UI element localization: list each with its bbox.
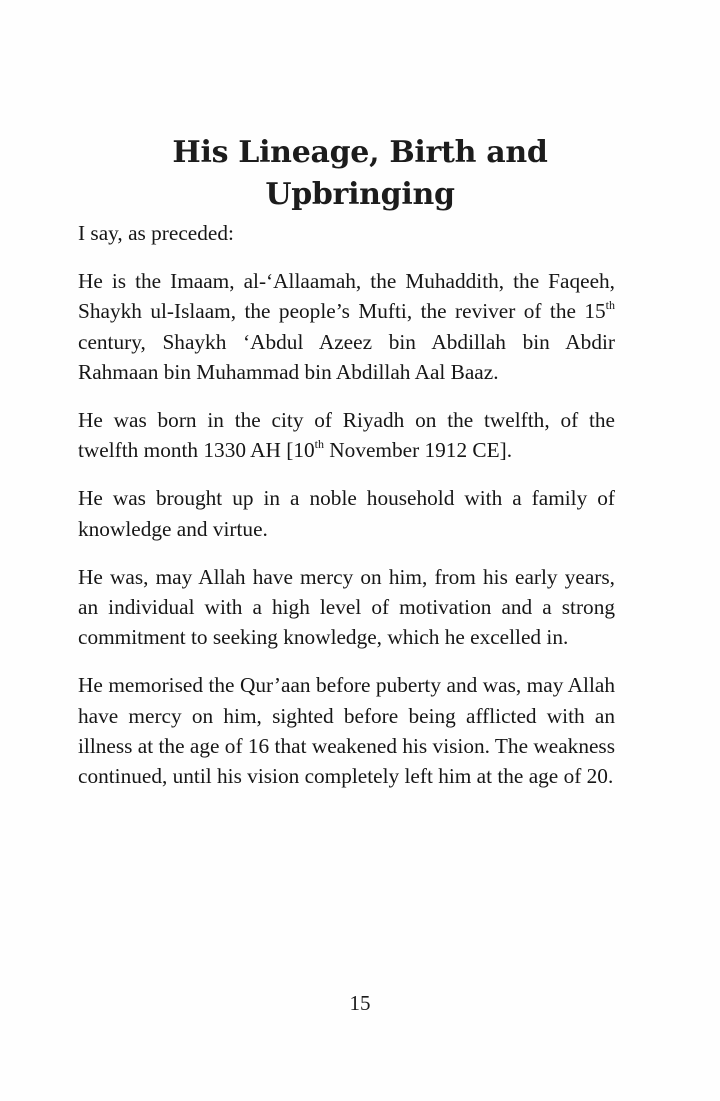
paragraph-intro: I say, as preceded: — [78, 221, 234, 245]
ordinal-suffix: th — [605, 298, 615, 313]
paragraph-lineage — [78, 266, 615, 387]
chapter-title-line-1: His Lineage, Birth and — [172, 135, 548, 171]
ordinal-suffix: th — [314, 437, 324, 452]
paragraph-vision: He memorised the Qur’aan before puberty and was, may Allah have mercy on him, sighted before being afflicted with an illness at the age of 16 that weakened his vision. The weakness continued, until his vision completely left him at the age of 20. — [78, 673, 615, 789]
paragraph-lineage-text-a: He is the Imaam, al-‘Allaamah, the Muhaddith, the Faqeeh, Shaykh ul-Islaam, the people’s Mufti, the reviver of the 15 — [78, 269, 615, 324]
chapter-title — [0, 132, 720, 216]
paragraph-lineage-text-b: century, Shaykh ‘Abdul Azeez bin Abdillah bin Abdir Rahmaan bin Muhammad bin Abdillah Aal Baaz. — [78, 329, 615, 384]
paragraph-upbringing: He was brought up in a noble household with a family of knowledge and virtue. — [78, 486, 615, 541]
paragraph-birth — [78, 405, 615, 465]
paragraph-motivation: He was, may Allah have mercy on him, from his early years, an individual with a high level of motivation and a strong commitment to seeking knowledge, which he excelled in. — [78, 564, 615, 650]
body-text — [78, 218, 615, 809]
paragraph-birth-text-b: November 1912 CE]. — [323, 438, 513, 463]
paragraph-birth-text-a: He was born in the city of Riyadh on the twelfth, of the twelfth month 1330 AH [10 — [78, 408, 615, 463]
page-number: 15 — [349, 991, 371, 1015]
chapter-title-line-2: Upbringing — [265, 177, 455, 213]
